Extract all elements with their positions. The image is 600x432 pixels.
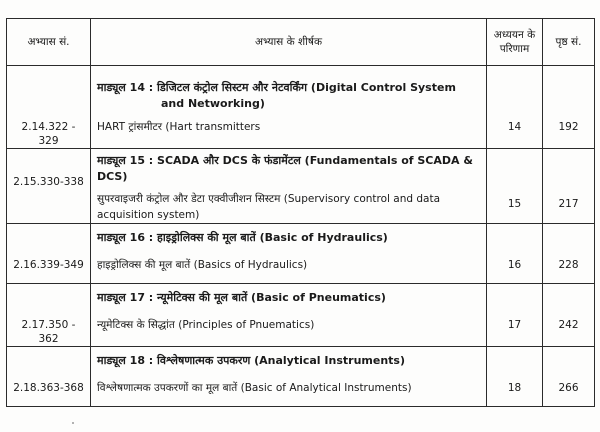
exercise-topic: विश्लेषणात्मक उपकरणों का मूल बातें (Basic of Analytical Instruments) <box>97 382 412 394</box>
contents-table <box>6 18 595 407</box>
exercise-code-cell <box>7 224 91 284</box>
page-cell <box>543 149 595 224</box>
exercise-code-cell <box>7 149 91 224</box>
exercise-code-cell <box>7 66 91 149</box>
module-cell <box>91 347 487 407</box>
page-number: 228 <box>558 259 579 271</box>
learning-outcome-value: 18 <box>507 382 522 394</box>
table-header-row <box>7 19 595 66</box>
table-row <box>7 224 595 284</box>
exercise-topic: हाइड्रोलिक्स की मूल बातें (Basics of Hydraulics) <box>97 259 308 271</box>
module-heading: माड्यूल 18 : विश्लेषणात्मक उपकरण (Analytical Instruments) <box>97 354 405 367</box>
table-row <box>7 66 595 149</box>
learning-outcome-value: 15 <box>507 198 522 210</box>
learning-outcome-value: 16 <box>507 259 522 271</box>
exercise-code: 2.16.339-349 <box>13 259 84 271</box>
module-heading: माड्यूल 15 : SCADA और DCS के फंडामेंटल (Fundamentals of SCADA & DCS) <box>97 154 473 183</box>
exercise-code: 2.17.350 - 362 <box>21 319 76 345</box>
page-number: 192 <box>558 121 579 133</box>
table-row <box>7 149 595 224</box>
exercise-topic: न्यूमेटिक्स के सिद्धांत (Principles of Pnuematics) <box>97 319 315 331</box>
page-number: 242 <box>558 319 579 331</box>
exercise-topic: सुपरवाइजरी कंट्रोल और डेटा एक्वीजीशन सिस्टम (Supervisory control and data acquisition system) <box>97 193 441 221</box>
paper-speck <box>72 422 74 424</box>
module-cell <box>91 284 487 347</box>
page-cell <box>543 66 595 149</box>
exercise-code: 2.15.330-338 <box>13 176 84 188</box>
page-cell <box>543 284 595 347</box>
module-cell <box>91 66 487 149</box>
outcome-cell <box>487 66 543 149</box>
outcome-cell <box>487 224 543 284</box>
page-number: 266 <box>558 382 579 394</box>
module-heading: माड्यूल 16 : हाइड्रोलिक्स की मूल बातें (Basic of Hydraulics) <box>97 231 388 244</box>
header-exercise-title: अभ्यास के शीर्षक <box>91 19 487 66</box>
learning-outcome-value: 17 <box>507 319 522 331</box>
outcome-cell <box>487 284 543 347</box>
outcome-cell <box>487 347 543 407</box>
table-row <box>7 347 595 407</box>
exercise-topic: HART ट्रांसमीटर (Hart transmitters <box>97 121 261 133</box>
outcome-cell <box>487 149 543 224</box>
page-number: 217 <box>558 198 579 210</box>
header-exercise-no: अभ्यास सं. <box>7 19 91 66</box>
page-cell <box>543 224 595 284</box>
module-heading: माड्यूल 17 : न्यूमेटिक्स की मूल बातें (Basic of Pneumatics) <box>97 291 386 304</box>
header-learning-outcome: अध्ययन के परिणाम <box>487 19 543 66</box>
exercise-code-cell <box>7 347 91 407</box>
module-cell <box>91 149 487 224</box>
exercise-code-cell <box>7 284 91 347</box>
module-cell <box>91 224 487 284</box>
exercise-code: 2.18.363-368 <box>13 382 84 394</box>
header-page-no: पृष्ठ सं. <box>543 19 595 66</box>
learning-outcome-value: 14 <box>507 121 522 133</box>
table-row <box>7 284 595 347</box>
exercise-code: 2.14.322 - 329 <box>21 121 76 147</box>
module-heading: माड्यूल 14 : डिजिटल कंट्रोल सिस्टम और नेटवर्किंग (Digital Control System and Networking) <box>97 81 456 110</box>
page-cell <box>543 347 595 407</box>
